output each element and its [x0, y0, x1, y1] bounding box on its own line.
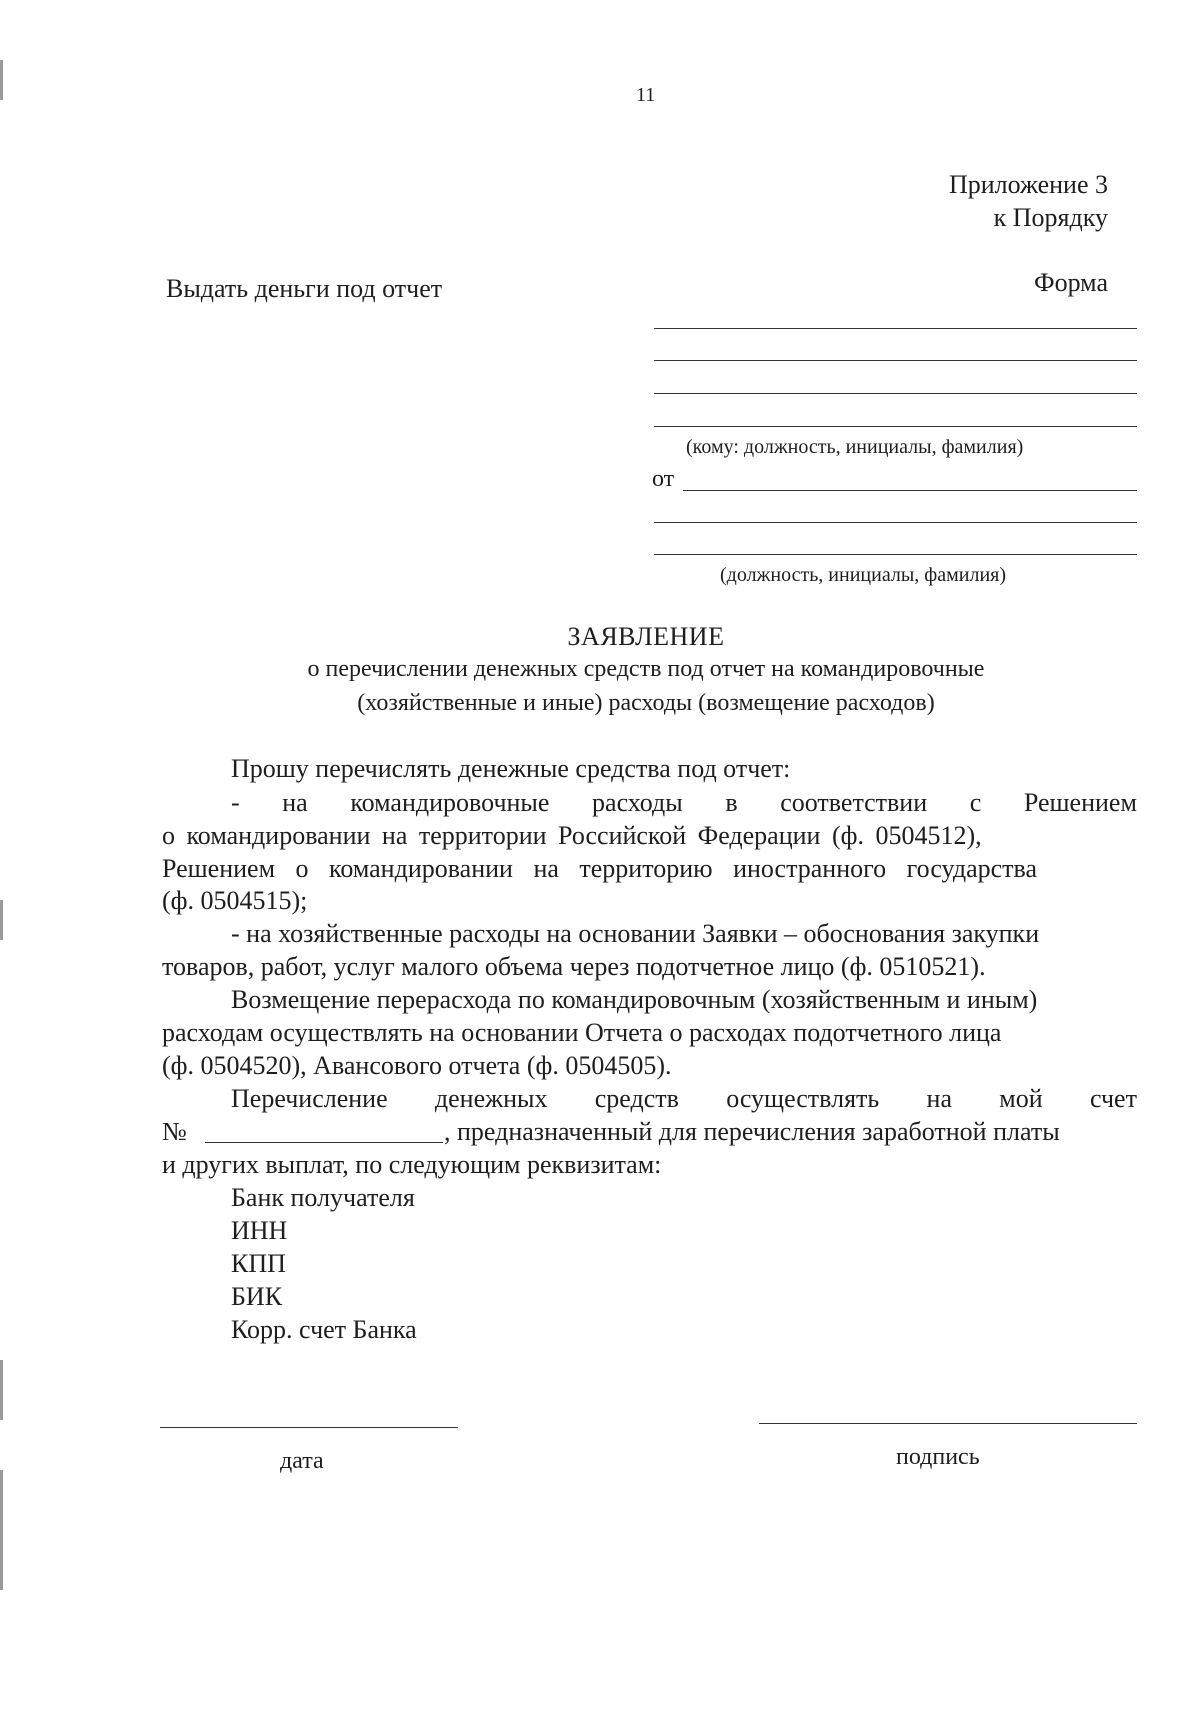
from-line[interactable] — [654, 522, 1137, 523]
bank-field-kpp: КПП — [231, 1249, 286, 1278]
addressee-line[interactable] — [654, 426, 1137, 427]
word: соответствии — [780, 788, 928, 817]
from-label: от — [652, 466, 675, 492]
body-paragraph-2-line-1 — [231, 788, 1137, 818]
addressee-caption: (кому: должность, инициалы, фамилия) — [686, 436, 1024, 458]
from-caption: (должность, инициалы, фамилия) — [720, 564, 1007, 586]
addressee-line[interactable] — [654, 328, 1137, 329]
addressee-line[interactable] — [654, 360, 1137, 361]
body-paragraph-1: Прошу перечислять денежные средства под отчет: — [231, 754, 791, 783]
from-line[interactable] — [654, 554, 1137, 555]
bank-field-inn: ИНН — [231, 1216, 288, 1245]
appendix-line-2: к Порядку — [993, 203, 1108, 232]
document-subtitle-line-1: о перечислении денежных средств под отчет на командировочные — [307, 656, 985, 682]
word: с — [969, 788, 982, 817]
word: осуществлять — [726, 1084, 880, 1113]
word: на — [282, 788, 308, 817]
page-number: 11 — [636, 84, 656, 106]
word: денежных — [434, 1084, 548, 1113]
word: - — [231, 788, 240, 817]
signature-line[interactable] — [759, 1423, 1137, 1424]
word: средств — [594, 1084, 679, 1113]
body-paragraph-3-line-2: товаров, работ, услуг малого объема через подотчетное лицо (ф. 0510521). — [162, 952, 986, 981]
form-label: Форма — [1034, 268, 1108, 297]
bank-field-recipient-bank: Банк получателя — [231, 1183, 415, 1212]
account-number-label: № — [162, 1117, 187, 1146]
word: командировочные — [350, 788, 550, 817]
body-paragraph-2-line-3: Решением о командировании на территорию иностранного государства — [162, 854, 1038, 883]
scan-edge-mark — [0, 1470, 3, 1590]
addressee-line[interactable] — [654, 393, 1137, 394]
word: расходы — [592, 788, 683, 817]
scan-edge-mark — [0, 1360, 3, 1420]
document-subtitle-line-2: (хозяйственные и иные) расходы (возмещение расходов) — [357, 690, 935, 716]
word: в — [725, 788, 738, 817]
body-paragraph-5-line-3: и других выплат, по следующим реквизитам: — [162, 1150, 662, 1179]
appendix-line-1: Приложение 3 — [948, 170, 1108, 199]
date-line[interactable] — [160, 1427, 458, 1428]
body-paragraph-4-line-2: расходам осуществлять на основании Отчета о расходах подотчетного лица — [162, 1018, 1002, 1047]
word: счет — [1089, 1084, 1137, 1113]
body-paragraph-2-line-2: о командировании на территории Российской Федерации (ф. 0504512), — [162, 821, 982, 850]
bank-field-bik: БИК — [231, 1282, 283, 1311]
body-paragraph-4-line-3: (ф. 0504520), Авансового отчета (ф. 0504505). — [162, 1051, 672, 1080]
from-line[interactable] — [683, 490, 1137, 491]
word: Перечисление — [231, 1084, 388, 1113]
document-title: ЗАЯВЛЕНИЕ — [567, 622, 725, 651]
body-paragraph-2-line-4: (ф. 0504515); — [162, 886, 308, 915]
scan-edge-mark — [0, 900, 3, 940]
word: мой — [999, 1084, 1043, 1113]
account-number-field[interactable] — [205, 1142, 443, 1143]
resolution-text: Выдать деньги под отчет — [166, 274, 443, 303]
date-label: дата — [280, 1448, 324, 1474]
word: на — [926, 1084, 952, 1113]
body-paragraph-3-line-1: - на хозяйственные расходы на основании Заявки – обоснования закупки — [231, 919, 1040, 948]
scan-edge-mark — [0, 60, 3, 100]
word: Решением — [1023, 788, 1137, 817]
bank-field-corr-account: Корр. счет Банка — [231, 1315, 417, 1344]
body-paragraph-5-line-2: , предназначенный для перечисления заработной платы — [444, 1117, 1060, 1146]
body-paragraph-5-line-1 — [231, 1084, 1137, 1114]
body-paragraph-4-line-1: Возмещение перерасхода по командировочным (хозяйственным и иным) — [231, 985, 1038, 1014]
signature-label: подпись — [896, 1444, 980, 1470]
